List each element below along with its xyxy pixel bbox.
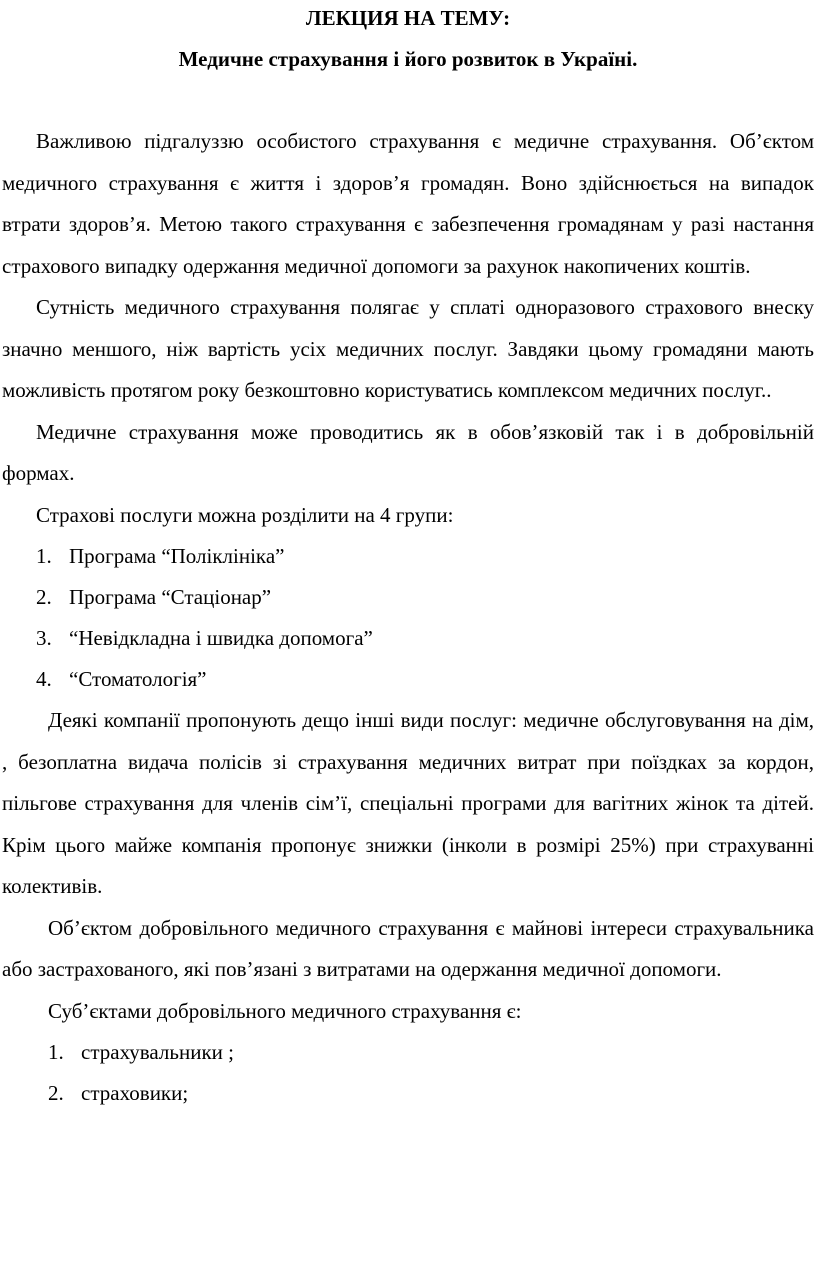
paragraph-essence: Сутність медичного страхування полягає у сплаті одноразового страхового внеску значно меншого, ніж вартість усіх медичних послуг. Завдяки цьому громадяни мають можливість протягом року безкоштовно користуватись комплексом медичних послуг.. [2, 295, 814, 402]
list-item-text: “Стоматологія” [69, 667, 207, 691]
list-item-number: 3. [36, 626, 52, 650]
list-item-number: 4. [36, 667, 52, 691]
list-item-number: 1. [48, 1040, 64, 1064]
services-list [2, 536, 814, 700]
list-item [2, 659, 814, 700]
paragraph-forms: Медичне страхування може проводитись як в обов’язковій так і в добровільній формах. [2, 419, 814, 485]
paragraph-groups: Страхові послуги можна розділити на 4 групи: [36, 502, 454, 527]
list-item [2, 536, 814, 577]
list-item [2, 1032, 814, 1073]
list-item [2, 577, 814, 618]
list-item-number: 2. [36, 585, 52, 609]
paragraph-subjects: Суб’єктами добровільного медичного страхування є: [48, 998, 522, 1023]
paragraph-other-services: Деякі компанії пропонують дещо інші види послуг: медичне обслуговування на дім, , безоплатна видача полісів зі страхування медичних витрат при поїздках за кордон, пільгове страхування для членів сім’ї, спеціальні програми для вагітних жінок та дітей. Крім цього майже компанія пропонує знижки (інколи в розмірі 25%) при страхуванні колективів. [2, 708, 814, 898]
list-item-text: Програма “Стаціонар” [69, 585, 272, 609]
list-item-text: страховики; [81, 1081, 189, 1105]
spacer [2, 81, 814, 121]
subjects-list [2, 1032, 814, 1114]
list-item-text: “Невідкладна і швидка допомога” [69, 626, 373, 650]
list-item [2, 618, 814, 659]
lecture-title: Медичне страхування і його розвиток в Україні. [178, 47, 638, 71]
list-item-number: 1. [36, 544, 52, 568]
paragraph-intro: Важливою підгалуззю особистого страхування є медичне страхування. Об’єктом медичного страхування є життя і здоров’я громадян. Воно здійснюється на випадок втрати здоров’я. Метою такого страхування є забезпечення громадянам у разі настання страхового випадку одержання медичної допомоги за рахунок накопичених коштів. [2, 129, 814, 278]
paragraph-voluntary-object: Об’єктом добровільного медичного страхування є майнові інтереси страхувальника або застрахованого, які пов’язані з витратами на одержання медичної допомоги. [2, 915, 814, 981]
lecture-heading: ЛЕКЦИЯ НА ТЕМУ: [305, 6, 511, 30]
list-item-text: Програма “Поліклініка” [69, 544, 285, 568]
list-item-text: страхувальники ; [81, 1040, 234, 1064]
list-item [2, 1073, 814, 1114]
list-item-number: 2. [48, 1081, 64, 1105]
